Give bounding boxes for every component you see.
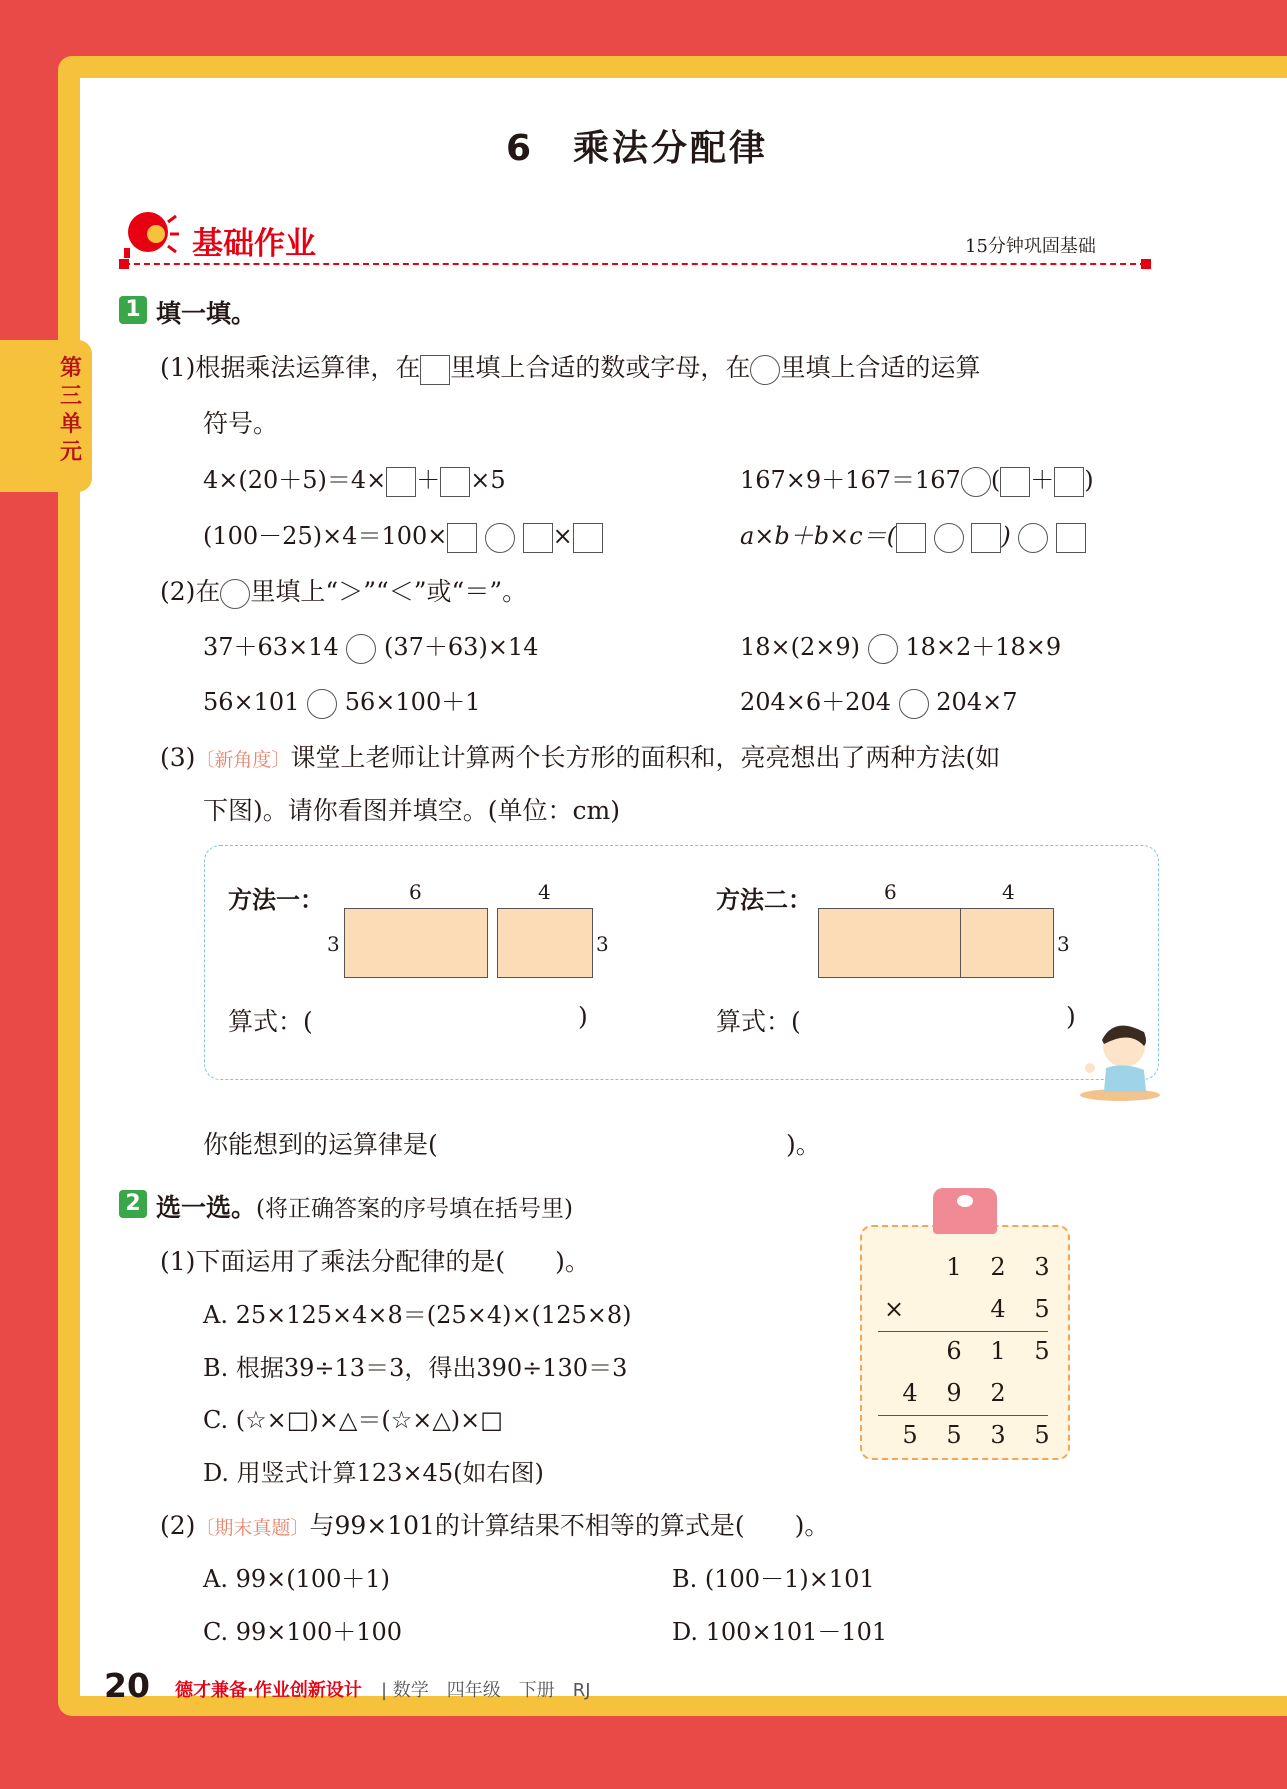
rectangle-6x3 xyxy=(344,908,488,978)
answer-box[interactable] xyxy=(573,523,603,553)
question-heading: 填一填。 xyxy=(156,299,257,328)
equation-3: (100－25)×4＝100× × xyxy=(203,516,603,553)
calc-digit: 2 xyxy=(990,1379,1006,1407)
q1-part3-line1: (3)〔新角度〕课堂上老师让计算两个长方形的面积和，亮亮想出了两种方法(如 xyxy=(160,743,1001,772)
footer-subject: | 数学 四年级 下册 RJ xyxy=(381,1680,591,1701)
calc-digit: 1 xyxy=(990,1337,1006,1365)
calc-digit: 9 xyxy=(946,1379,962,1407)
answer-box[interactable] xyxy=(386,467,416,497)
calc-digit: 3 xyxy=(990,1421,1006,1449)
option-d[interactable]: D. 用竖式计算123×45(如右图) xyxy=(203,1459,544,1487)
answer-circle[interactable] xyxy=(307,689,337,719)
dim-label: 3 xyxy=(1057,932,1070,956)
calc-digit: 5 xyxy=(902,1421,918,1449)
answer-circle[interactable] xyxy=(220,579,250,609)
q2-part2: (2)〔期末真题〕与99×101的计算结果不相等的算式是( )。 xyxy=(160,1511,830,1540)
answer-box[interactable] xyxy=(1000,467,1030,497)
page-number: 20 xyxy=(104,1666,150,1705)
section-title: 基础作业 xyxy=(192,226,316,262)
formula-1: 算式：( xyxy=(228,1007,313,1036)
section-note: 15分钟巩固基础 xyxy=(965,236,1096,257)
answer-circle[interactable] xyxy=(961,467,991,497)
q1-part1-line1: (1)根据乘法运算律，在 里填上合适的数或字母，在 里填上合适的运算 xyxy=(160,348,980,385)
dim-label: 3 xyxy=(596,932,609,956)
compare-2: 18×(2×9) 18×2＋18×9 xyxy=(740,627,1061,664)
option-c[interactable]: C. (☆×□)×△＝(☆×△)×□ xyxy=(203,1406,503,1434)
calc-digit: 3 xyxy=(1034,1253,1050,1281)
clipboard-clip-icon xyxy=(933,1188,997,1234)
equation-4: a×b＋b×c＝( ) xyxy=(740,516,1086,553)
dim-label: 6 xyxy=(409,880,422,904)
calc-digit: 2 xyxy=(990,1253,1006,1281)
law-question-close: )。 xyxy=(786,1130,821,1159)
formula-2: 算式：( xyxy=(716,1007,801,1036)
option-d[interactable]: D. 100×101－101 xyxy=(672,1618,888,1646)
answer-box[interactable] xyxy=(523,523,553,553)
q1-part1-line2: 符号。 xyxy=(203,409,279,438)
q1-part2: (2)在 里填上“＞”“＜”或“＝”。 xyxy=(160,572,527,609)
lamp-icon xyxy=(118,208,180,260)
dim-label: 4 xyxy=(538,880,551,904)
rectangle-4x3 xyxy=(497,908,593,978)
option-a[interactable]: A. 99×(100＋1) xyxy=(203,1565,391,1593)
option-c[interactable]: C. 99×100＋100 xyxy=(203,1618,403,1646)
equation-2: 167×9＋167＝167 ( ＋ ) xyxy=(740,460,1094,497)
calc-digit: 5 xyxy=(1034,1337,1050,1365)
unit-side-label: 第三单元 xyxy=(59,356,82,465)
calc-digit: 4 xyxy=(990,1295,1006,1323)
answer-circle[interactable] xyxy=(899,689,929,719)
compare-1: 37＋63×14 (37＋63)×14 xyxy=(203,627,538,664)
calc-operator: × xyxy=(883,1295,905,1323)
dim-label: 6 xyxy=(884,880,897,904)
divider-dot xyxy=(119,259,129,269)
section-divider xyxy=(124,263,1146,265)
vertical-calculation-card xyxy=(860,1225,1070,1460)
calc-digit: 6 xyxy=(946,1337,962,1365)
divider-dot xyxy=(1141,259,1151,269)
calc-digit: 5 xyxy=(1034,1421,1050,1449)
calc-digit: 1 xyxy=(946,1253,962,1281)
combined-rect-left xyxy=(818,908,961,978)
method-2-label: 方法二： xyxy=(716,886,812,914)
page-title: 6 乘法分配律 xyxy=(506,128,769,169)
answer-circle[interactable] xyxy=(346,634,376,664)
answer-box[interactable] xyxy=(896,523,926,553)
equation-1: 4×(20＋5)＝4× ＋ ×5 xyxy=(203,460,506,497)
tag-new-angle: 〔新角度〕 xyxy=(195,749,291,771)
compare-3: 56×101 56×100＋1 xyxy=(203,682,480,719)
dim-label: 4 xyxy=(1002,880,1015,904)
answer-box[interactable] xyxy=(1056,523,1086,553)
q2-part1: (1)下面运用了乘法分配律的是( )。 xyxy=(160,1247,590,1276)
calc-line xyxy=(878,1331,1048,1332)
calc-digit: 5 xyxy=(1034,1295,1050,1323)
answer-circle[interactable] xyxy=(485,523,515,553)
calc-digit: 4 xyxy=(902,1379,918,1407)
method-1-label: 方法一： xyxy=(228,886,324,914)
answer-circle[interactable] xyxy=(868,634,898,664)
compare-4: 204×6＋204 204×7 xyxy=(740,682,1017,719)
dim-label: 3 xyxy=(327,932,340,956)
question-heading: 选一选。(将正确答案的序号填在括号里) xyxy=(156,1193,573,1222)
tag-final-exam: 〔期末真题〕 xyxy=(195,1517,310,1539)
answer-circle[interactable] xyxy=(934,523,964,553)
q1-part3-line2: 下图)。请你看图并填空。(单位：cm) xyxy=(203,796,620,825)
answer-box[interactable] xyxy=(447,523,477,553)
answer-box[interactable] xyxy=(971,523,1001,553)
option-a[interactable]: A. 25×125×4×8＝(25×4)×(125×8) xyxy=(203,1301,632,1329)
law-question: 你能想到的运算律是( xyxy=(203,1130,438,1159)
formula-1-close: ) xyxy=(578,1002,588,1031)
option-b[interactable]: B. 根据39÷13＝3，得出390÷130＝3 xyxy=(203,1354,628,1382)
calc-digit: 5 xyxy=(946,1421,962,1449)
answer-box[interactable] xyxy=(420,355,450,385)
calc-line xyxy=(878,1415,1048,1416)
question-number: 1 xyxy=(119,296,147,324)
answer-circle[interactable] xyxy=(750,355,780,385)
combined-rect-right xyxy=(960,908,1054,978)
question-number: 2 xyxy=(119,1190,147,1218)
option-b[interactable]: B. (100－1)×101 xyxy=(672,1565,875,1593)
answer-circle[interactable] xyxy=(1018,523,1048,553)
answer-box[interactable] xyxy=(1054,467,1084,497)
footer-brand: 德才兼备·作业创新设计 xyxy=(175,1680,362,1701)
student-illustration xyxy=(1074,1010,1166,1102)
answer-box[interactable] xyxy=(440,467,470,497)
formula-2-close: ) xyxy=(1066,1002,1076,1031)
